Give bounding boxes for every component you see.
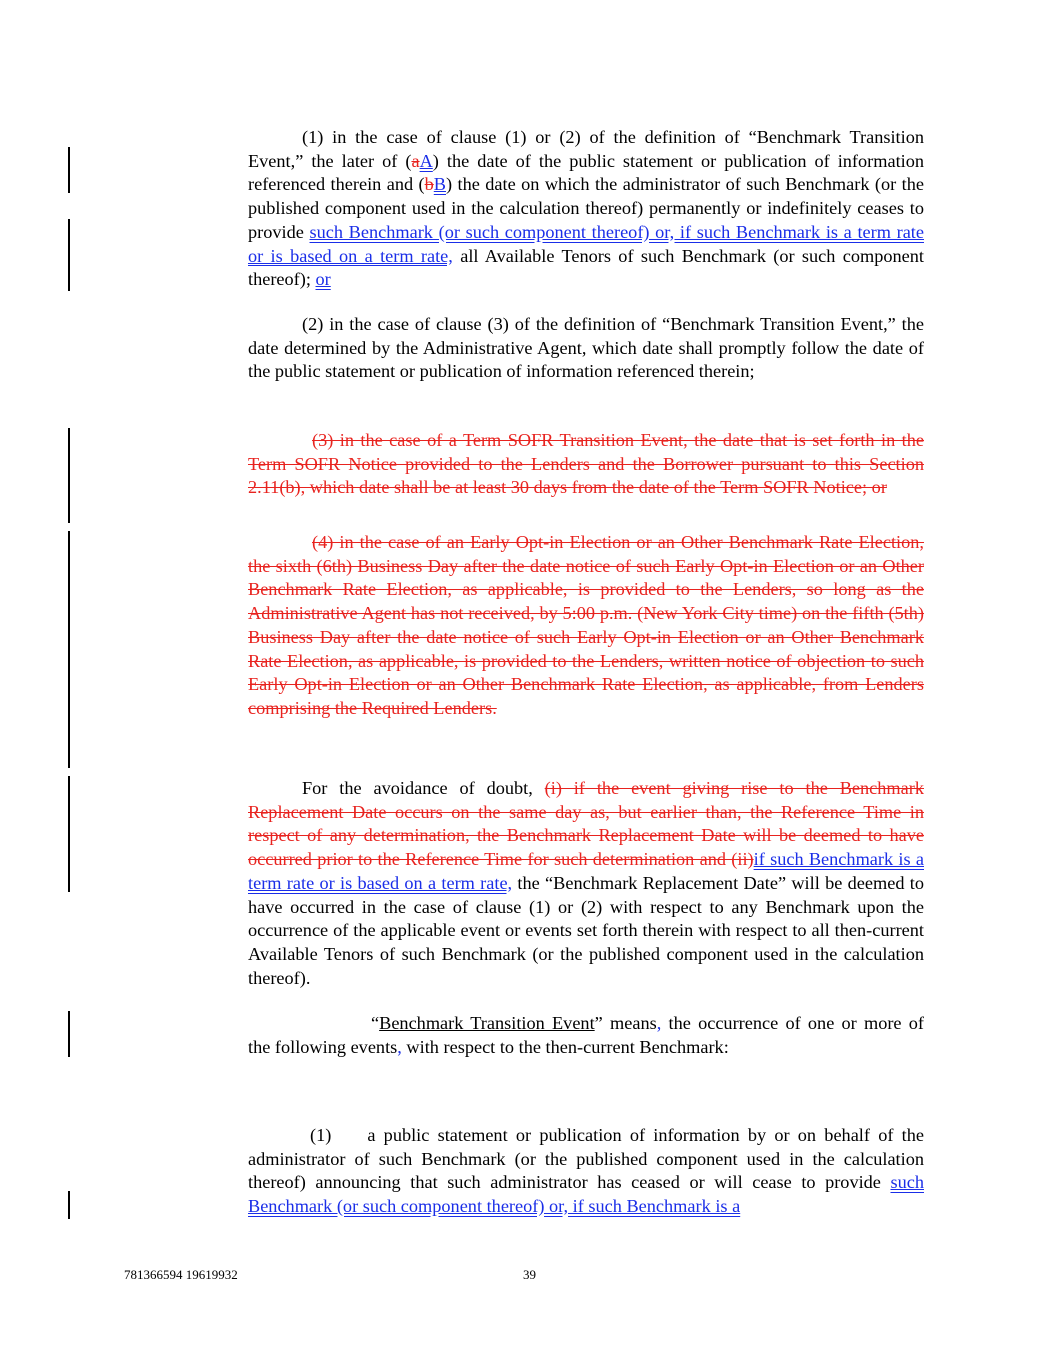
text: For the avoidance of doubt, xyxy=(302,778,545,798)
paragraph-avoidance-of-doubt xyxy=(248,777,924,990)
text: ) the date on which the administrator of such Benchmark (or the published component used in the calculation thereof) permanently or indefinitely ceases to provide xyxy=(248,174,924,242)
footer-page-number: 39 xyxy=(523,1267,536,1282)
change-bar xyxy=(68,776,70,892)
text: “ xyxy=(371,1013,380,1033)
paragraph-clause-3-deleted xyxy=(248,429,924,500)
change-bar xyxy=(68,1011,70,1057)
inserted-text: such Benchmark (or such component thereof) or, if such Benchmark is a term rate or is based on a term rate, xyxy=(248,221,924,266)
change-bar xyxy=(68,219,70,291)
text: (1) in the case of clause (1) or (2) of the definition of “Benchmark Transition Event,” the later of ( xyxy=(248,127,924,171)
deleted-text: b xyxy=(424,174,434,195)
text: ) the date of the public statement or publication of information referenced therein and ( xyxy=(248,150,925,195)
text: the “Benchmark Replacement Date” will be deemed to have occurred in the case of clause (1) or (2) with respect to any Benchmark upon the occurrence of the applicable event or events set forth therein with respect to all then-current Available Tenors of such Benchmark (or the published component used in the calculation thereof). xyxy=(248,872,924,988)
text: with respect to the then-current Benchmark: xyxy=(401,1036,729,1057)
text: a public statement or publication of information by or on behalf of the administrator of such Benchmark (or the published component used in the calculation thereof) announcing that such administrator has ceased or will cease to provide xyxy=(248,1125,924,1193)
paragraph-clause-4-deleted xyxy=(248,531,924,721)
text: ” means xyxy=(594,1013,657,1033)
deleted-text: (3) in the case of a Term SOFR Transition Event, the date that is set forth in the Term SOFR Notice provided to the Lenders and the Borrower pursuant to this Section 2.11(b), which date shall be at least 30 days from the date of the Term SOFR Notice; or xyxy=(248,430,924,498)
paragraph-clause-1 xyxy=(248,126,924,292)
deleted-text: (4) in the case of an Early Opt-in Election or an Other Benchmark Rate Election, the sixth (6th) Business Day after the date notice of such Early Opt-in Election or an Other Benchmark Rate Election, as applicable, is provided to the Lenders, so long as the Administrative Agent has not received, by 5:00 p.m. (New York City time) on the fifth (5th) Business Day after the date notice of such Early Opt-in Election or an Other Benchmark Rate Election, as applicable, is provided to the Lenders, written notice of objection to such Early Opt-in Election or an Other Benchmark Rate Election, as applicable, from Lenders comprising the Required Lenders. xyxy=(248,532,924,718)
text: all Available Tenors of such Benchmark (or such component thereof); xyxy=(248,245,924,290)
change-bar xyxy=(68,428,70,523)
inserted-text: or xyxy=(315,269,331,290)
paragraph-clause-2: (2) in the case of clause (3) of the definition of “Benchmark Transition Event,” the date determined by the Administrative Agent, which date shall promptly follow the date of the public statement or publication of information referenced therein; xyxy=(248,314,924,382)
change-bar xyxy=(68,1191,70,1219)
clause-number: (1) xyxy=(310,1125,332,1145)
inserted-text: if such Benchmark is a term rate or is based on a term rate, xyxy=(248,849,924,893)
inserted-text: A xyxy=(419,150,433,171)
change-bar xyxy=(68,531,70,768)
definition-benchmark-transition-event xyxy=(248,1012,924,1059)
deleted-text: a xyxy=(411,150,420,171)
inserted-text: such Benchmark (or such component thereof) or, if such Benchmark is a xyxy=(248,1172,924,1217)
change-bar xyxy=(68,147,70,193)
inserted-text: , xyxy=(656,1013,662,1033)
deleted-text: (i) if the event giving rise to the Benchmark Replacement Date occurs on the same day as, but earlier than, the Reference Time in respect of any determination, the Benchmark Replacement Date will be deemed to have occurred prior to the Reference Time for such determination and (ii) xyxy=(248,778,924,870)
footer-doc-id: 781366594 19619932 xyxy=(124,1267,238,1282)
defined-term: Benchmark Transition Event xyxy=(379,1013,595,1033)
inserted-text: , xyxy=(397,1036,402,1057)
inserted-text: B xyxy=(433,174,446,195)
paragraph-event-1 xyxy=(248,1124,924,1219)
text: the occurrence of one or more of the following events xyxy=(248,1013,925,1057)
